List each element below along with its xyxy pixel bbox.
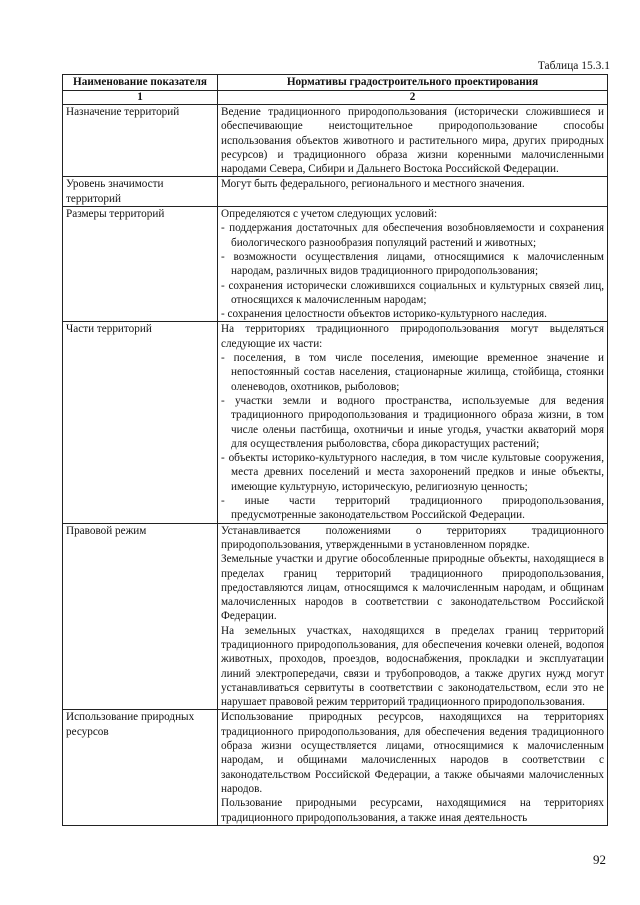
column-number-row xyxy=(63,91,608,105)
row-list-item: - сохранения исторически сложившихся социальных и культурных связей лиц, относящихся к малочисленным народам; xyxy=(221,279,604,306)
row-content xyxy=(218,710,608,825)
table-row xyxy=(63,105,608,177)
row-list-item: - иные части территорий традиционного природопользования, предусмотренные законодательством Российской Федерации. xyxy=(221,495,604,522)
row-name: Части территорий xyxy=(63,322,218,523)
table-caption: Таблица 15.3.1 xyxy=(537,60,610,72)
header-planning-norms: Нормативы градостроительного проектирования xyxy=(218,75,608,91)
table-header-row xyxy=(63,75,608,91)
column-number-2: 2 xyxy=(218,91,608,105)
norms-table xyxy=(62,74,608,826)
row-paragraph: Определяются с учетом следующих условий: xyxy=(221,208,438,221)
row-list-item: - возможности осуществления лицами, относящимися к малочисленным народам, различных видов традиционного природопользования; xyxy=(221,250,604,278)
row-list-item: - сохранения целостности объектов историко-культурного наследия. xyxy=(221,308,547,321)
row-list-item: - участки земли и водного пространства, используемые для ведения традиционного природопользования и традиционного образа жизни, в том числе оленьи пастбища, охотничьи и иные угодья, участки акваторий моря для осуществления рыболовства, сбора дикорастущих растений; xyxy=(221,394,604,450)
row-name: Уровень значимости территорий xyxy=(63,177,218,207)
header-indicator-name: Наименование показателя xyxy=(63,75,218,91)
row-paragraph: Пользование природными ресурсами, находящимися на территориях традиционного природопользования, а также иная деятельность xyxy=(221,797,604,824)
row-content xyxy=(218,322,608,523)
table-row xyxy=(63,207,608,322)
row-paragraph: На территориях традиционного природопользования могут выделяться следующие их части: xyxy=(221,323,604,350)
row-content xyxy=(218,207,608,322)
column-number-1: 1 xyxy=(63,91,218,105)
row-name: Правовой режим xyxy=(63,523,218,710)
page-number: 92 xyxy=(593,852,606,867)
row-content xyxy=(218,105,608,177)
row-paragraph: Земельные участки и другие обособленные природные объекты, находящиеся в пределах границ территорий традиционного природопользования, предоставляются лицам, относящимся к малочисленным народам, и общинам малочисленных народов в соответствии с законодательством Российской Федерации. xyxy=(221,553,604,623)
table-row xyxy=(63,523,608,710)
row-name: Назначение территорий xyxy=(63,105,218,177)
row-list-item: - поселения, в том числе поселения, имеющие временное значение и непостоянный состав населения, стационарные жилища, стойбища, стоянки оленеводов, охотников, рыболовов; xyxy=(221,352,604,393)
table-row xyxy=(63,710,608,825)
row-content xyxy=(218,177,608,207)
table-row xyxy=(63,322,608,523)
row-paragraph: На земельных участках, находящихся в пределах границ территорий традиционного природопользования, для обеспечения кочевки оленей, водопоя животных, проходов, проездов, водоснабжения, прокладки и эксплуатации линий электропередачи, связи и трубопроводов, а также других нужд могут устанавливаться сервитуты в соответствии с законодательством, если это не нарушает правовой режим территорий традиционного природопользования. xyxy=(221,624,604,709)
row-name: Использование природных ресурсов xyxy=(63,710,218,825)
row-paragraph: Могут быть федерального, регионального и местного значения. xyxy=(221,178,525,191)
row-paragraph: Использование природных ресурсов, находящихся на территориях традиционного природопользования, для обеспечения ведения традиционного образа жизни осуществляется лицами, относящимися к малочисленным народам, и общинами малочисленных народов в соответствии с законодательством Российской Федерации, а также обычаями малочисленных народов. xyxy=(221,711,604,795)
row-paragraph: Устанавливается положениями о территориях традиционного природопользования, утвержденными в установленном порядке. xyxy=(221,524,604,551)
row-content xyxy=(218,523,608,710)
row-paragraph: Ведение традиционного природопользования (исторически сложившиеся и обеспечивающие неистощительное природопользование способы использования объектов животного и растительного мира, других природных ресурсов) и традиционного образа жизни коренными малочисленными народами Севера, Сибири и Дальнего Востока Российской Федерации. xyxy=(221,106,604,176)
row-list-item: - поддержания достаточных для обеспечения возобновляемости и сохранения биологического разнообразия популяций растений и животных; xyxy=(221,222,604,249)
row-name: Размеры территорий xyxy=(63,207,218,322)
row-list-item: - объекты историко-культурного наследия, в том числе культовые сооружения, места древних поселений и места захоронений предков и иные объекты, имеющие культурную, историческую, религиозную ценность; xyxy=(221,452,604,493)
table-row xyxy=(63,177,608,207)
